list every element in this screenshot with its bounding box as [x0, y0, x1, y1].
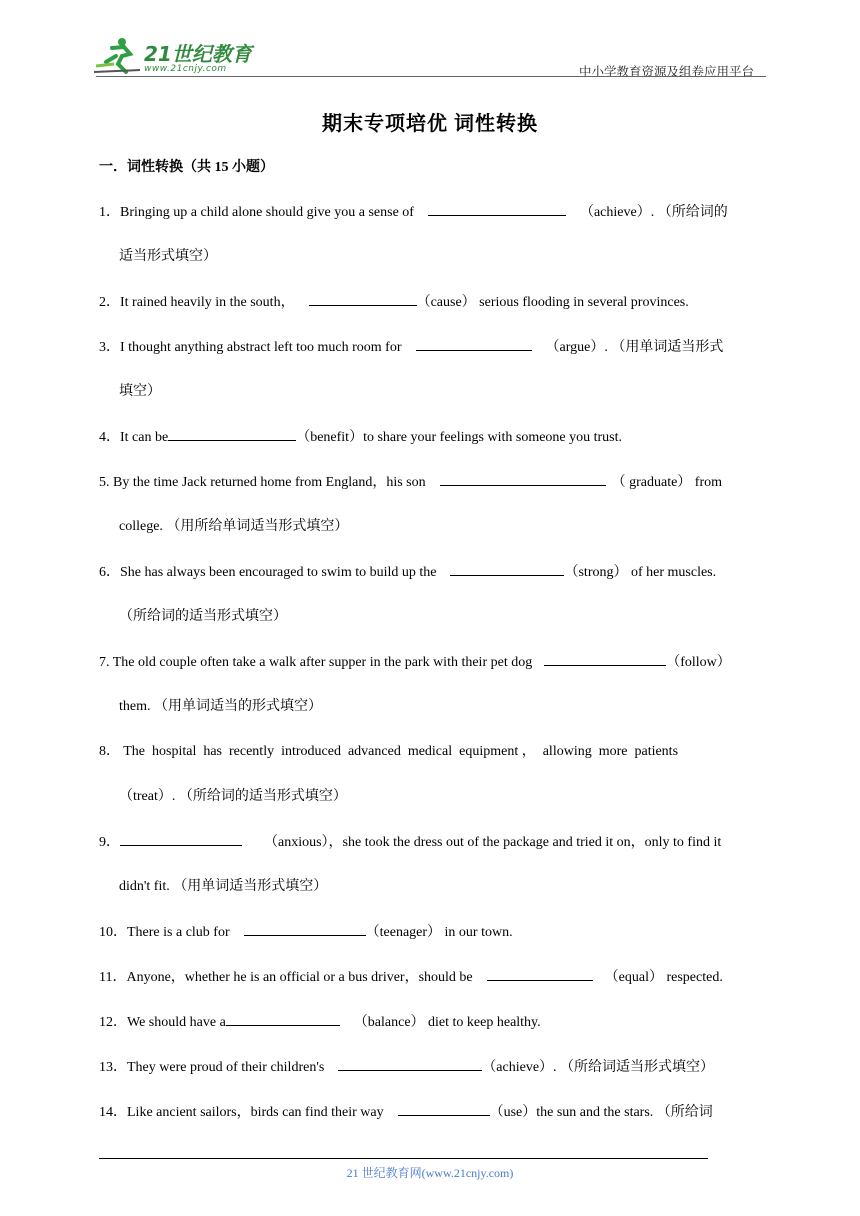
question-text: 14．Like ancient sailors，birds can find their way — [99, 1105, 384, 1120]
answer-blank[interactable] — [544, 652, 666, 666]
footer-divider — [99, 1158, 708, 1159]
answer-blank[interactable] — [416, 337, 532, 351]
answer-blank[interactable] — [440, 472, 606, 486]
question-text: 6．She has always been encouraged to swim to build up the — [99, 565, 437, 580]
footer-source-link[interactable]: 21 世纪教育网(www.21cnjy.com) — [346, 1166, 514, 1180]
page-header — [0, 0, 860, 80]
question-hint: （cause） serious flooding in several provinces. — [416, 295, 689, 310]
question-hint: （equal） respected. — [604, 970, 723, 985]
question-item — [99, 337, 763, 358]
site-logo — [92, 34, 262, 78]
question-item — [99, 202, 763, 223]
question-text: 9． — [99, 835, 120, 850]
question-continuation: （所给词的适当形式填空） — [119, 609, 287, 624]
question-hint: （ graduate） from — [611, 475, 723, 490]
question-text: 8． The hospital has recently introduced advanced medical equipment ， allowing more patients — [99, 744, 679, 759]
question-text: 12．We should have a — [99, 1015, 226, 1030]
question-hint: （achieve）. （所给词的 — [579, 205, 728, 220]
question-item — [99, 967, 763, 988]
question-item — [99, 427, 763, 448]
answer-blank[interactable] — [487, 967, 593, 981]
logo-url: www.21cnjy.com — [144, 64, 227, 74]
question-continuation: college. （用所给单词适当形式填空） — [119, 519, 349, 534]
question-hint: （teenager） in our town. — [365, 925, 513, 940]
question-hint: （strong） of her muscles. — [564, 565, 717, 580]
answer-blank[interactable] — [450, 562, 564, 576]
question-item — [99, 1012, 763, 1033]
answer-blank[interactable] — [428, 202, 566, 216]
question-hint: （benefit）to share your feelings with someone you trust. — [296, 430, 623, 445]
section-heading: 一．词性转换（共 15 小题） — [99, 160, 274, 175]
question-item — [99, 472, 763, 493]
question-item — [99, 562, 763, 583]
question-hint: （follow） — [666, 655, 731, 670]
question-item — [99, 1102, 763, 1123]
question-text: 10．There is a club for — [99, 925, 230, 940]
question-hint: （achieve）. （所给词适当形式填空） — [482, 1060, 715, 1075]
question-continuation: them. （用单词适当的形式填空） — [119, 699, 322, 714]
answer-blank[interactable] — [226, 1012, 340, 1026]
answer-blank[interactable] — [168, 427, 296, 441]
answer-blank[interactable] — [398, 1102, 490, 1116]
question-text: 7. The old couple often take a walk after supper in the park with their pet dog — [99, 655, 533, 670]
question-item — [99, 1057, 763, 1078]
logo-text: 21世纪教育 — [144, 42, 252, 66]
question-text: 3．I thought anything abstract left too much room for — [99, 340, 402, 355]
question-continuation: 填空） — [119, 384, 161, 399]
question-hint: （argue）. （用单词适当形式 — [545, 340, 724, 355]
answer-blank[interactable] — [309, 292, 417, 306]
question-item — [99, 922, 763, 943]
header-divider — [96, 76, 766, 77]
question-continuation: didn't fit. （用单词适当形式填空） — [119, 879, 328, 894]
question-item — [99, 832, 763, 853]
question-hint: （use）the sun and the stars. （所给词 — [489, 1105, 713, 1120]
question-text: 2．It rained heavily in the south， — [99, 295, 295, 310]
question-item — [99, 292, 763, 313]
answer-blank[interactable] — [338, 1057, 482, 1071]
question-text: 4．It can be — [99, 430, 169, 445]
page-title: 期末专项培优 词性转换 — [322, 113, 538, 135]
answer-blank[interactable] — [244, 922, 366, 936]
question-text: 5. By the time Jack returned home from England，his son — [99, 475, 426, 490]
question-continuation: 适当形式填空） — [119, 249, 217, 264]
question-hint: （balance） diet to keep healthy. — [353, 1015, 541, 1030]
question-text: 11．Anyone，whether he is an official or a bus driver，should be — [99, 970, 473, 985]
answer-blank[interactable] — [120, 832, 242, 846]
question-hint: （anxious），she took the dress out of the package and tried it on，only to find it — [264, 835, 722, 850]
question-item — [99, 652, 763, 673]
question-continuation: （treat）. （所给词的适当形式填空） — [119, 789, 347, 804]
question-text: 1．Bringing up a child alone should give you a sense of — [99, 205, 414, 220]
question-text: 13．They were proud of their children's — [99, 1060, 325, 1075]
header-platform-text: 中小学教育资源及组卷应用平台 — [578, 65, 754, 79]
